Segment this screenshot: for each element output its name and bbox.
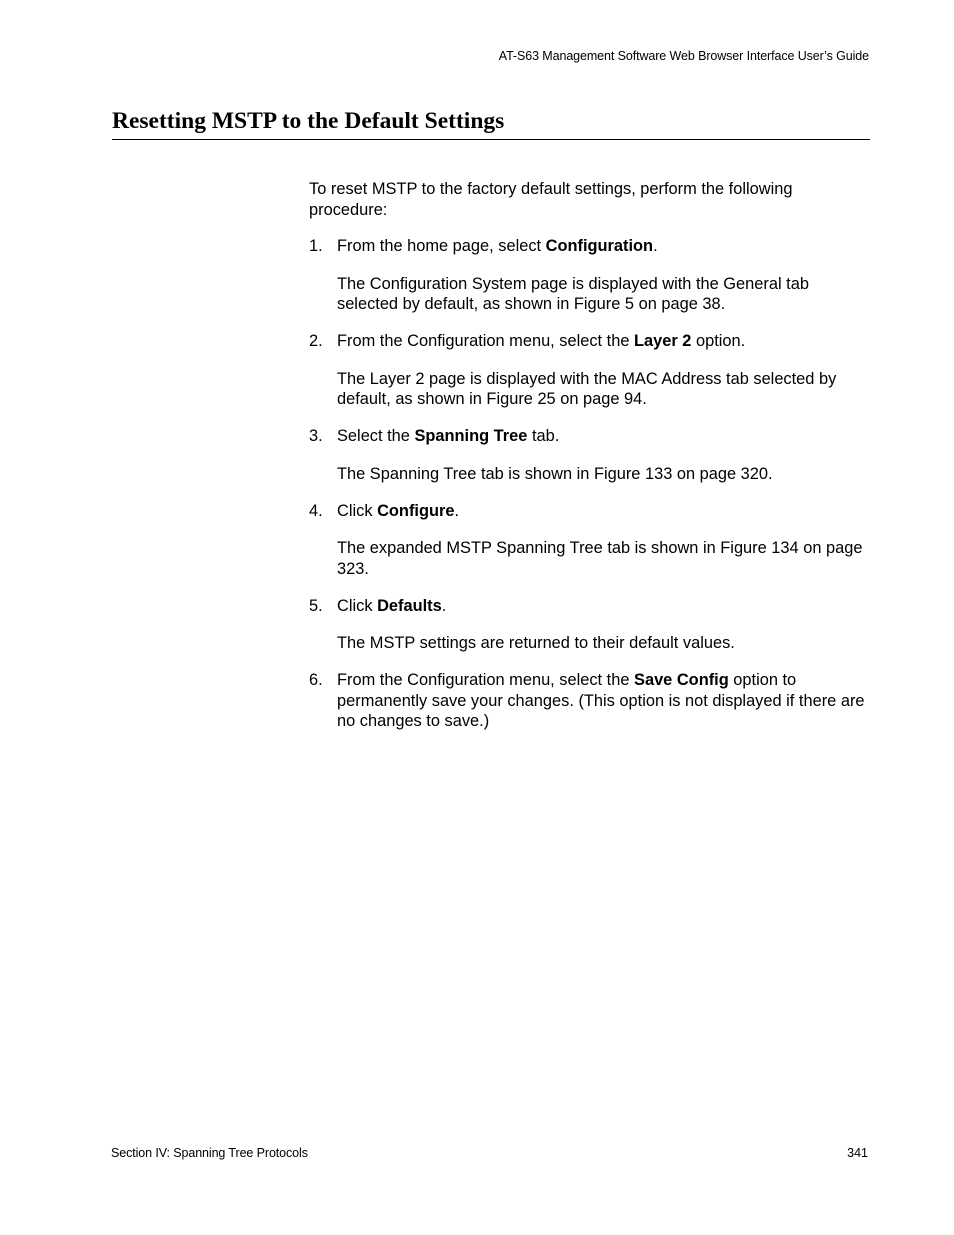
section-title: Resetting MSTP to the Default Settings (112, 106, 870, 140)
step-item (309, 670, 870, 732)
step-instruction (337, 501, 870, 522)
running-header: AT-S63 Management Software Web Browser Interface User’s Guide (498, 49, 869, 63)
step-note: The MSTP settings are returned to their default values. (337, 634, 735, 652)
procedure-content (309, 179, 870, 748)
footer-section-label: Section IV: Spanning Tree Protocols (111, 1146, 308, 1160)
step-ui-term: Layer 2 (634, 332, 692, 350)
step-text-before: Click (337, 596, 378, 615)
step-ui-term: Defaults (377, 596, 442, 615)
step-note: The expanded MSTP Spanning Tree tab is shown in Figure 134 on page 323. (337, 539, 863, 578)
step-number: 4. (309, 501, 323, 520)
step-note: The Layer 2 page is displayed with the MAC Address tab selected by default, as shown in Figure 25 on page 94. (337, 369, 837, 408)
footer-page-number: 341 (847, 1146, 868, 1160)
step-text-before: From the Configuration menu, select the (337, 671, 635, 689)
step-text-before: From the home page, select (337, 237, 546, 255)
step-instruction (337, 596, 870, 617)
step-text-before: Click (337, 501, 378, 520)
step-ui-term: Configure (377, 501, 455, 520)
step-number: 6. (309, 671, 323, 689)
step-item (309, 501, 870, 580)
step-number: 2. (309, 332, 323, 350)
step-ui-term: Configuration (545, 237, 654, 255)
step-instruction (337, 670, 870, 732)
step-text-after: . (653, 237, 658, 255)
step-note: The Configuration System page is displayed with the General tab selected by default, as shown in Figure 5 on page 38. (337, 274, 809, 313)
step-text-after: . (454, 501, 460, 520)
step-number: 5. (309, 596, 323, 615)
step-text-before: Select the (337, 427, 415, 445)
step-text-after: option. (691, 332, 746, 350)
step-text-before: From the Configuration menu, select the (337, 332, 635, 350)
step-number: 1. (309, 237, 323, 255)
step-item (309, 426, 870, 484)
step-item (309, 236, 870, 315)
step-item (309, 331, 870, 410)
step-instruction (337, 331, 870, 352)
procedure-steps (309, 236, 870, 732)
step-text-after: option to permanently save your changes. (This option is not displayed if there are no changes to save.) (337, 671, 865, 730)
step-number: 3. (309, 427, 323, 445)
step-text-after: tab. (527, 427, 560, 445)
step-text-after: . (441, 596, 447, 615)
step-ui-term: Save Config (634, 671, 729, 689)
step-instruction (337, 236, 870, 257)
intro-paragraph: To reset MSTP to the factory default settings, perform the following procedure: (309, 180, 793, 219)
step-ui-term: Spanning Tree (414, 427, 528, 445)
step-item (309, 596, 870, 654)
step-note: The Spanning Tree tab is shown in Figure 133 on page 320. (337, 464, 773, 483)
step-instruction (337, 426, 870, 447)
